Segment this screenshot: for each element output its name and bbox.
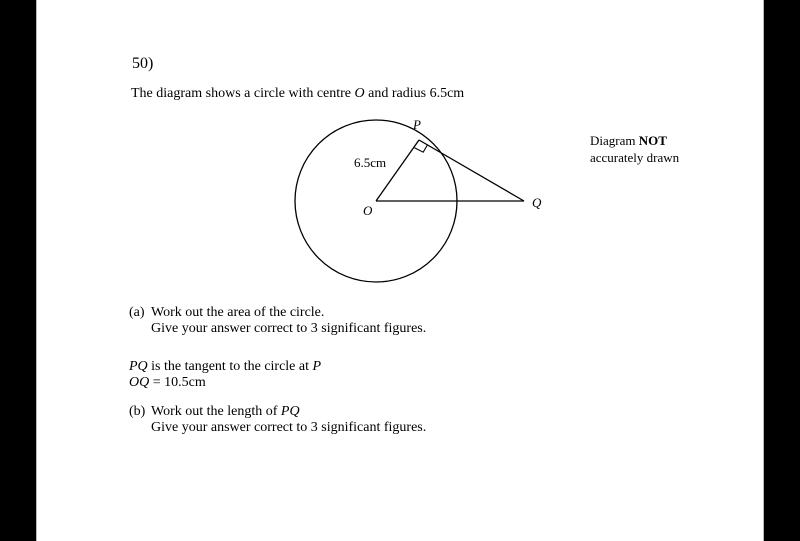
intro-prefix: The diagram shows a circle with centre [131, 86, 355, 101]
part-a-line1: Work out the area of the circle. [151, 305, 325, 320]
diagram-note-line2: accurately drawn [590, 150, 680, 165]
part-a-line2: Give your answer correct to 3 significant figures. [151, 321, 427, 336]
part-b-var-PQ: PQ [280, 404, 300, 419]
intro-centre-letter: O [354, 86, 365, 101]
given-point-P: P [312, 359, 322, 374]
label-Q: Q [532, 195, 542, 210]
part-a-label: (a) [129, 305, 145, 320]
part-b-line1 [151, 404, 300, 420]
right-angle-marker [415, 145, 428, 153]
note-not: NOT [638, 133, 667, 148]
radius-OP [376, 140, 419, 201]
label-P: P [413, 117, 421, 132]
given-line2-rest: = 10.5cm [149, 375, 206, 390]
label-O: O [363, 203, 373, 218]
diagram-note-line1 [590, 133, 667, 149]
part-b-label: (b) [129, 404, 146, 419]
given-line1 [129, 359, 321, 375]
given-var-OQ: OQ [129, 375, 150, 390]
intro-suffix: and radius 6.5cm [364, 86, 465, 101]
given-line2 [129, 375, 206, 391]
question-number: 50) [132, 55, 154, 72]
given-line1-rest: is the tangent to the circle at [147, 359, 313, 374]
tangent-PQ [419, 140, 524, 201]
note-prefix: Diagram [590, 133, 639, 148]
given-var-PQ: PQ [129, 359, 148, 374]
part-b-prefix: Work out the length of [151, 404, 281, 419]
part-b-line2: Give your answer correct to 3 significant figures. [151, 420, 427, 435]
label-radius: 6.5cm [354, 155, 387, 170]
